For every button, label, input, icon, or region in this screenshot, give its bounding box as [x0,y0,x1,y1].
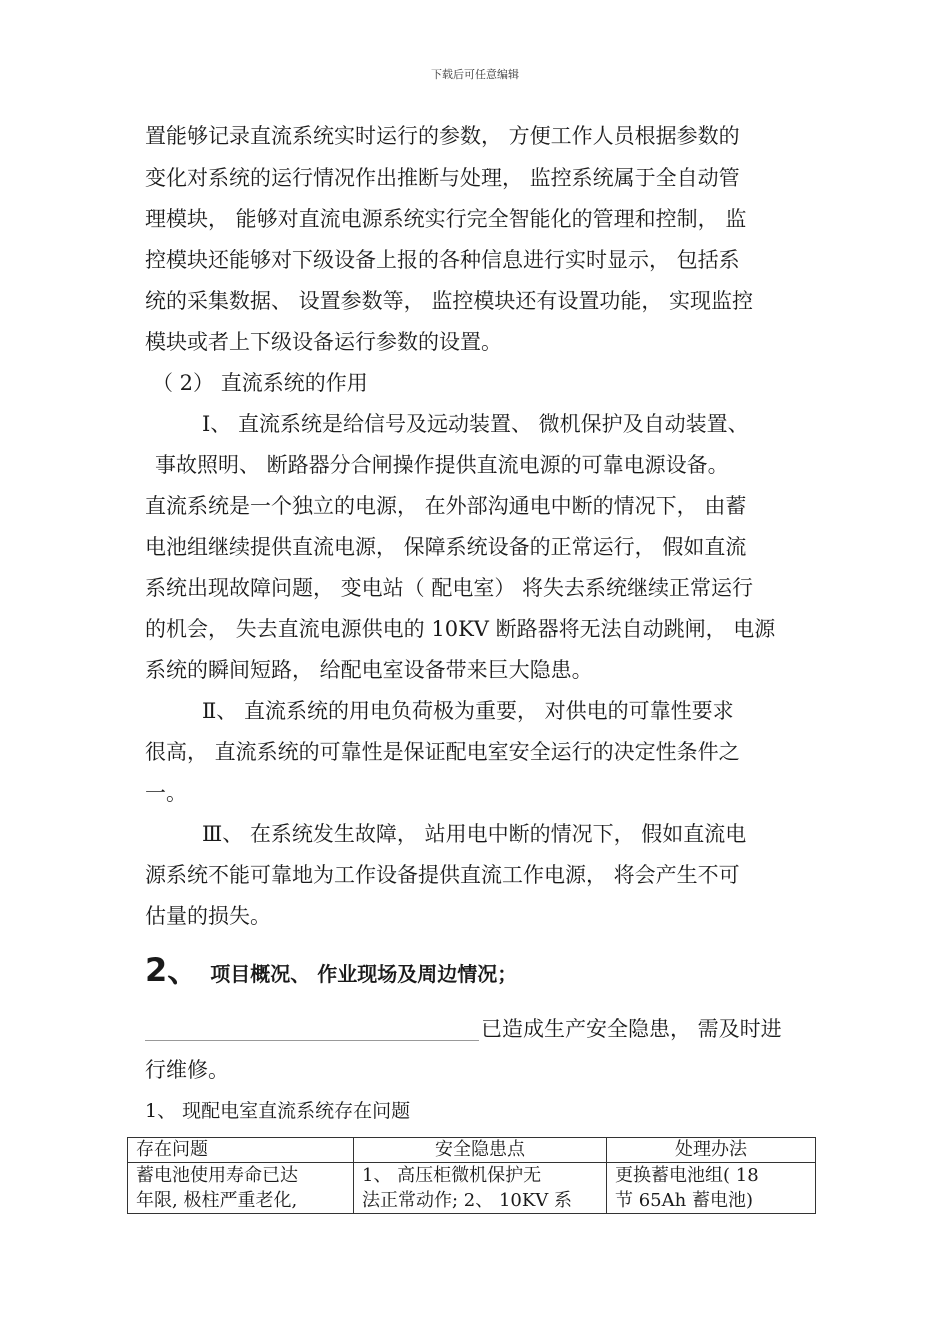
body-line: Ⅱ、 直流系统的用电负荷极为重要， 对供电的可靠性要求 [202,699,734,723]
body-line: 统的采集数据、 设置参数等， 监控模块还有设置功能， 实现监控 [145,289,754,313]
table-cell [607,1163,816,1214]
body-line: 很高， 直流系统的可靠性是保证配电室安全运行的决定性条件之 [145,740,740,764]
body-line: 一。 [145,781,187,805]
body-line: Ⅲ、 在系统发生故障， 站用电中断的情况下， 假如直流电 [202,822,747,846]
section-heading [145,950,517,994]
section-number: 2、 [145,951,200,989]
cell-line: 1、 高压柜微机保护无 [362,1165,542,1186]
header-cell: 处理办法 [607,1138,816,1163]
section-body-line: 行维修。 [145,1058,229,1082]
body-line: 源系统不能可靠地为工作设备提供直流工作电源， 将会产生不可 [145,863,740,887]
body-line: Ⅰ、 直流系统是给信号及远动装置、 微机保护及自动装置、 [202,412,749,436]
cell-line: 法正常动作; 2、 10KV 系 [362,1190,573,1211]
cell-line: 更换蓄电池组( 18 [615,1165,759,1186]
cell-line: 年限, 极柱严重老化, [136,1190,298,1211]
table-cell [354,1163,607,1214]
header-cell: 安全隐患点 [354,1138,607,1163]
subheading-line: （ 2） 直流系统的作用 [152,371,368,395]
section-body-line [145,1017,782,1041]
body-line: 理模块， 能够对直流电源系统实行完全智能化的管理和控制， 监 [145,207,747,231]
body-line: 变化对系统的运行情况作出推断与处理， 监控系统属于全自动管 [145,166,740,190]
body-line: 直流系统是一个独立的电源， 在外部沟通电中断的情况下， 由蓄 [145,494,747,518]
body-line: 电池组继续提供直流电源， 保障系统设备的正常运行， 假如直流 [145,535,747,559]
blank-underline [145,1020,479,1041]
table-row [128,1163,816,1214]
header-cell: 存在问题 [128,1138,354,1163]
body-line: 控模块还能够对下级设备上报的各种信息进行实时显示， 包括系 [145,248,740,272]
body-line: 系统出现故障问题， 变电站（ 配电室） 将失去系统继续正常运行 [145,576,754,600]
body-line: 估量的损失。 [145,904,271,928]
page-header: 下载后可任意编辑 [431,68,519,81]
cell-line: 蓄电池使用寿命已达 [136,1165,298,1186]
body-line: 系统的瞬间短路， 给配电室设备带来巨大隐患。 [145,658,593,682]
table-header-row [128,1138,816,1163]
body-line: 的机会， 失去直流电源供电的 10KV 断路器将无法自动跳闸， 电源 [145,617,776,641]
body-line: 事故照明、 断路器分合闸操作提供直流电源的可靠电源设备。 [155,453,729,477]
subitem-title: 1、 现配电室直流系统存在问题 [145,1100,411,1122]
section-title: 项目概况、 作业现场及周边情况； [210,962,518,986]
body-line: 模块或者上下级设备运行参数的设置。 [145,330,502,354]
table-cell [128,1163,354,1214]
problem-table [127,1137,816,1214]
cell-line: 节 65Ah 蓄电池) [615,1190,753,1211]
body-line: 置能够记录直流系统实时运行的参数， 方便工作人员根据参数的 [145,124,740,148]
section-body-text: 已造成生产安全隐患， 需及时进 [481,1017,782,1041]
